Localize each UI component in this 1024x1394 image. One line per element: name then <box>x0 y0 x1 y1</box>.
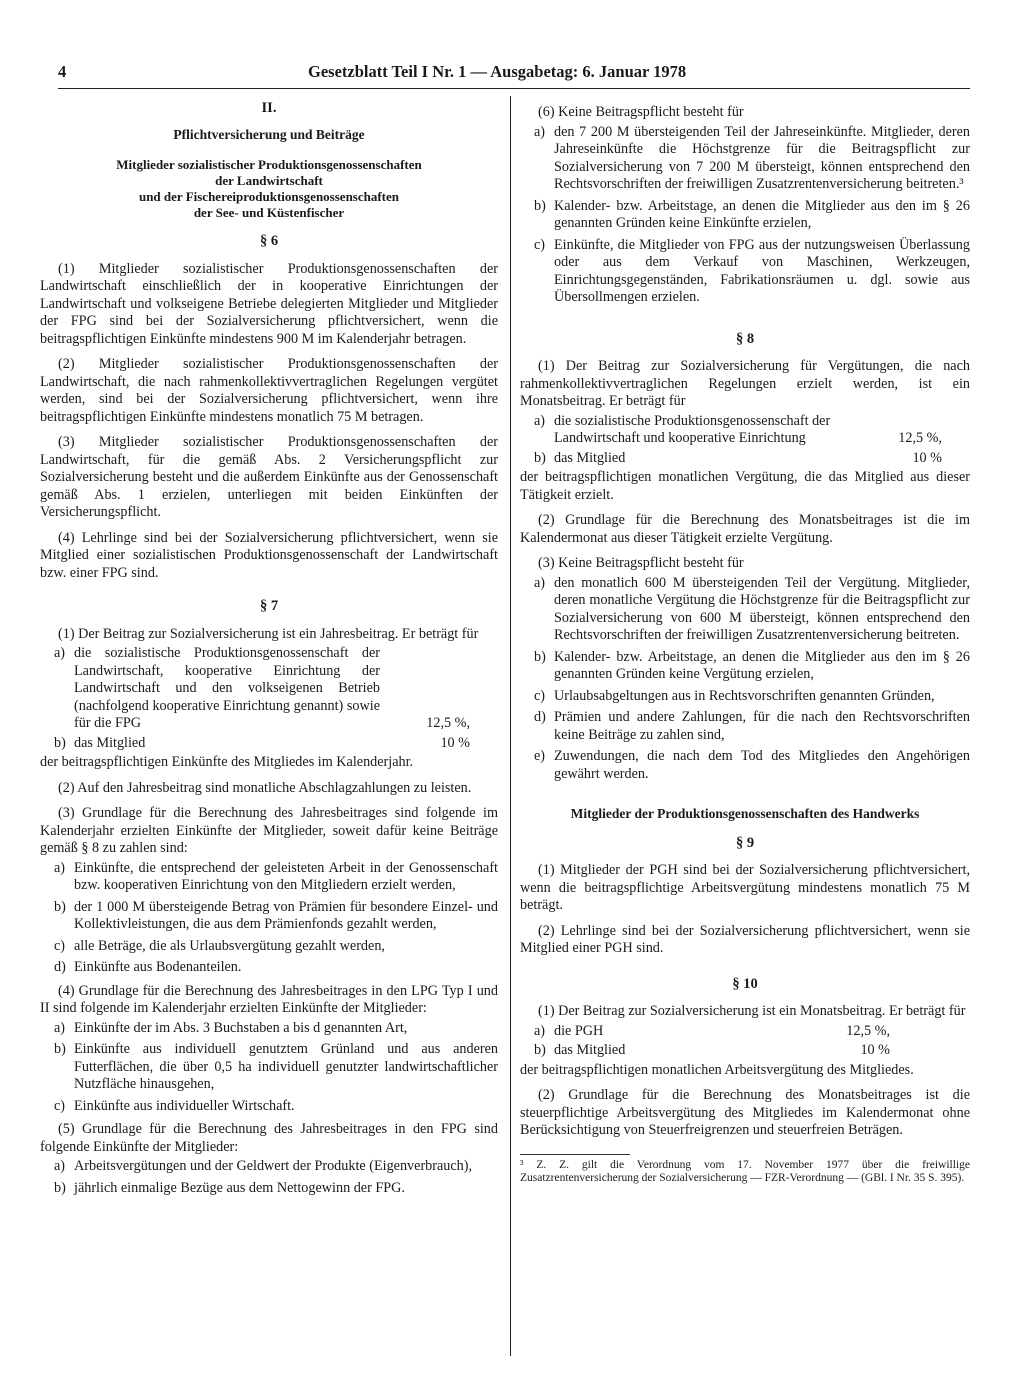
item-label: b) <box>534 449 546 466</box>
rate-value: 12,5 %, <box>426 715 470 731</box>
item-label: c) <box>534 236 546 253</box>
header-rule <box>58 88 970 89</box>
item-label: a) <box>54 859 66 876</box>
list-item <box>40 1158 498 1176</box>
list-item <box>40 899 498 934</box>
paragraph: (2) Grundlage für die Berechnung des Monatsbeitrages ist die steuerpflichtige Arbeitsvergütung des Mitgliedes im Kalendermonat ohne Berücksichtigung von Steuerfreigrenzen und steuerfreien Beträgen. <box>520 1087 970 1138</box>
item-text: Einkünfte, die entsprechend der geleisteten Arbeit in der Genossenschaft bzw. kooperativen Einrichtung von den Mitgliedern erzielt werden, <box>74 859 498 893</box>
item-text: den 7 200 M übersteigenden Teil der Jahreseinkünfte. Mitglieder, deren Jahreseinkünfte die Höchstgrenze für die Beitragspflicht zur Sozialversicherung von 7 200 M übersteigt, können entsprechend den Rechtsvorschriften der freiwilligen Zusatzrentenversicherung beitreten.³ <box>554 123 970 192</box>
paragraph: (1) Der Beitrag zur Sozialversicherung für Vergütungen, die nach rahmenkollektivvertraglichen Regelungen erzielt werden, ist ein Monatsbeitrag. Er beträgt für <box>520 358 970 409</box>
list-item <box>40 1180 498 1198</box>
list-item <box>520 688 970 706</box>
list-item <box>520 124 970 194</box>
rate-row <box>40 735 498 753</box>
item-text: Zuwendungen, die nach dem Tod des Mitgliedes den Angehörigen gewährt werden. <box>554 748 970 782</box>
item-text: Einkünfte aus individuell genutztem Grünland und aus anderen Futterflächen, die über 0,5 ha individuell genutzter landwirtschaftlicher Nutzfläche hinausgehen, <box>74 1041 498 1092</box>
rate-value: 10 % <box>860 1042 890 1058</box>
rate-value: 12,5 %, <box>846 1022 890 1039</box>
paragraph: (4) Grundlage für die Berechnung des Jahresbeitrages in den LPG Typ I und II sind folgende im Kalenderjahr erzielten Einkünfte der Mitglieder: <box>40 982 498 1016</box>
list-item <box>520 748 970 783</box>
item-label: a) <box>534 412 546 429</box>
list <box>40 860 498 977</box>
column-separator <box>510 96 511 1356</box>
paragraph: (5) Grundlage für die Berechnung des Jahresbeitrages in den FPG sind folgende Einkünfte der Mitglieder: <box>40 1121 498 1155</box>
rate-value: 10 % <box>912 449 942 466</box>
item-text: jährlich einmalige Bezüge aus dem Nettogewinn der FPG. <box>74 1179 405 1196</box>
footnote-rule <box>520 1154 630 1155</box>
list <box>520 124 970 307</box>
section-8-title: § 8 <box>735 330 755 347</box>
paragraph: (2) Lehrlinge sind bei der Sozialversicherung pflichtversichert, wenn sie Mitglied einer PGH sind. <box>520 922 970 956</box>
section-9-title: § 9 <box>735 834 755 851</box>
item-label: a) <box>54 1019 66 1036</box>
item-text: der 1 000 M übersteigende Betrag von Prämien für besondere Einzel- und Kollektivleistungen, die aus dem Prämienfonds gezahlt werden, <box>74 898 498 932</box>
paragraph: (2) Mitglieder sozialistischer Produktionsgenossenschaften der Landwirtschaft, die nach rahmenkollektivvertraglichen Regelungen vergütet werden, sind bei der Sozialversicherung pflichtversichert, wenn ihre beitragspflichtigen Einkünfte mindestens monatlich 75 M betragen. <box>40 356 498 425</box>
rate-row <box>40 645 498 733</box>
rate-row <box>520 413 970 448</box>
item-text: die PGH <box>554 1022 604 1039</box>
list-item <box>520 649 970 684</box>
item-label: a) <box>54 1158 66 1174</box>
rate-row <box>520 450 970 468</box>
list-item <box>40 938 498 956</box>
item-label: d) <box>54 959 66 975</box>
section-7-title: § 7 <box>259 598 279 614</box>
list <box>520 575 970 784</box>
paragraph: (2) Grundlage für die Berechnung des Monatsbeitrages ist die im Kalendermonat aus dieser Tätigkeit erzielte Vergütung. <box>520 512 970 546</box>
group-title <box>40 157 498 221</box>
part-title: Pflichtversicherung und Beiträge <box>173 126 365 142</box>
item-label: c) <box>534 687 546 704</box>
group-title-line: der See- und Küstenfischer <box>193 205 345 220</box>
item-text: das Mitglied <box>554 1042 626 1058</box>
header-title: Gesetzblatt Teil I Nr. 1 — Ausgabetag: 6. Januar 1978 <box>308 62 687 81</box>
rate-value: 10 % <box>440 734 470 751</box>
item-label: d) <box>534 709 546 725</box>
group-title-line: der Landwirtschaft <box>215 173 323 188</box>
list-item <box>40 1020 498 1038</box>
paragraph: (4) Lehrlinge sind bei der Sozialversicherung pflichtversichert, wenn sie Mitglied einer sozialistischen Produktionsgenossenschaft der Landwirtschaft bzw. einer FPG sind. <box>40 529 498 581</box>
item-text: Urlaubsabgeltungen aus in Rechtsvorschriften genannten Gründen, <box>554 687 935 704</box>
left-column <box>40 98 498 1201</box>
item-label: c) <box>54 937 66 954</box>
list <box>40 1158 498 1197</box>
part-number: II. <box>261 100 277 116</box>
item-label: b) <box>534 197 546 214</box>
item-text: Einkünfte aus individueller Wirtschaft. <box>74 1097 295 1114</box>
item-text: Einkünfte aus Bodenanteilen. <box>74 959 242 975</box>
list-item <box>520 575 970 645</box>
page-header <box>58 62 970 86</box>
footnote: ³ Z. Z. gilt die Verordnung vom 17. November 1977 über die freiwillige Zusatzrentenversicherung der Sozialversicherung — FZR-Verordnung — (GBl. I Nr. 35 S. 395). <box>520 1158 970 1184</box>
list-item <box>40 860 498 895</box>
list-item <box>520 709 970 744</box>
section-10-title: § 10 <box>732 975 758 992</box>
list-item <box>520 237 970 307</box>
paragraph: (1) Der Beitrag zur Sozialversicherung ist ein Jahresbeitrag. Er beträgt für <box>58 625 479 642</box>
item-label: a) <box>534 123 546 140</box>
rate-row <box>520 1023 970 1041</box>
item-text: die sozialistische Produktionsgenossenschaft der Landwirtschaft, kooperative Einrichtung der Landwirtschaft und den volkseigenen Betrieb (nachfolgend kooperative Einrichtung genannt) sowie für die FPG <box>74 645 380 731</box>
item-text: Arbeitsvergütungen und der Geldwert der Produkte (Eigenverbrauch), <box>74 1158 473 1174</box>
item-text: die sozialistische Produktionsgenossenschaft der Landwirtschaft und kooperative Einrichtung <box>554 412 831 446</box>
item-label: b) <box>534 1042 546 1058</box>
list <box>40 1020 498 1116</box>
paragraph: (1) Mitglieder der PGH sind bei der Sozialversicherung pflichtversichert, wenn die beitragspflichtige Arbeitsvergütung mindestens monatlich 75 M beträgt. <box>520 862 970 913</box>
section-6-title: § 6 <box>259 233 279 249</box>
paragraph: der beitragspflichtigen monatlichen Arbeitsvergütung des Mitgliedes. <box>520 1061 914 1078</box>
item-text: das Mitglied <box>74 734 146 751</box>
paragraph: (1) Der Beitrag zur Sozialversicherung ist ein Monatsbeitrag. Er beträgt für <box>538 1003 966 1019</box>
list-item <box>40 1098 498 1116</box>
group-title-line: Mitglieder sozialistischer Produktionsgenossenschaften <box>116 157 422 172</box>
rate-value: 12,5 %, <box>898 430 942 446</box>
item-label: e) <box>534 748 546 764</box>
list-item <box>520 198 970 233</box>
item-text: Kalender- bzw. Arbeitstage, an denen die Mitglieder aus den im § 26 genannten Gründen keine Einkünfte erzielen, <box>554 197 970 231</box>
item-label: b) <box>54 734 66 751</box>
list-item <box>40 1041 498 1094</box>
group-title-line: und der Fischereiproduktionsgenossenschaften <box>138 189 400 204</box>
item-label: a) <box>534 574 546 591</box>
list-item <box>40 959 498 977</box>
item-label: a) <box>534 1022 546 1039</box>
handwerk-title: Mitglieder der Produktionsgenossenschaften des Handwerks <box>570 806 920 821</box>
item-label: b) <box>54 1179 66 1196</box>
right-column <box>520 104 970 1185</box>
item-text: Prämien und andere Zahlungen, für die nach den Rechtsvorschriften keine Beiträge zu zahlen sind, <box>554 709 970 743</box>
paragraph: (1) Mitglieder sozialistischer Produktionsgenossenschaften der Landwirtschaft einschließlich der in kooperative Einrichtungen der Landwirtschaft und volkseigene Betriebe delegierten Mitglieder und Mitglieder der FPG sind bei der Sozialversicherung pflichtversichert, wenn die beitragspflichtigen Einkünfte mindestens 900 M im Kalenderjahr betragen. <box>40 260 498 347</box>
item-text: Einkünfte, die Mitglieder von FPG aus der nutzungsweisen Überlassung oder aus dem Verkauf von Maschinen, Werkzeugen, Einrichtungsgegenständen, Fabrikationsräumen u. dgl. sowie aus Übersollmengen erzielen. <box>554 236 970 305</box>
item-text: das Mitglied <box>554 449 626 466</box>
item-label: a) <box>54 645 66 661</box>
item-label: b) <box>54 1041 66 1057</box>
paragraph: (3) Keine Beitragspflicht besteht für <box>538 555 744 571</box>
item-label: c) <box>54 1097 66 1114</box>
item-text: den monatlich 600 M übersteigenden Teil der Vergütung. Mitglieder, deren monatliche Vergütung die Höchstgrenze für die Beitragspflicht zur Sozialversicherung von 600 M übersteigt, können entsprechend den Rechtsvorschriften der freiwilligen Zusatzrentenversicherung beitreten. <box>554 574 970 643</box>
item-text: alle Beträge, die als Urlaubsvergütung gezahlt werden, <box>74 937 385 954</box>
paragraph: (3) Grundlage für die Berechnung des Jahresbeitrages sind folgende im Kalenderjahr erzielten Einkünfte der Mitglieder, soweit dafür keine Beiträge gemäß § 8 zu zahlen sind: <box>40 805 498 856</box>
page-number: 4 <box>58 62 67 81</box>
item-label: b) <box>54 898 66 915</box>
rate-row <box>520 1042 970 1060</box>
paragraph: (2) Auf den Jahresbeitrag sind monatliche Abschlagzahlungen zu leisten. <box>58 779 472 796</box>
item-label: b) <box>534 648 546 665</box>
paragraph: der beitragspflichtigen monatlichen Vergütung, die das Mitglied aus dieser Tätigkeit erzielt. <box>520 469 970 503</box>
paragraph: der beitragspflichtigen Einkünfte des Mitgliedes im Kalenderjahr. <box>40 754 414 770</box>
paragraph: (6) Keine Beitragspflicht besteht für <box>538 104 744 120</box>
paragraph: (3) Mitglieder sozialistischer Produktionsgenossenschaften der Landwirtschaft, für die gemäß Abs. 2 Versicherungspflicht zur Sozialversicherung besteht und die außerdem Einkünfte aus der Genossenschaft gemäß Abs. 1 erzielen, unterliegen mit beiden Einkünften der Versicherungspflicht. <box>40 434 498 520</box>
item-text: Einkünfte der im Abs. 3 Buchstaben a bis d genannten Art, <box>74 1019 408 1036</box>
item-text: Kalender- bzw. Arbeitstage, an denen die Mitglieder aus den im § 26 genannten Gründen keine Vergütung erzielen, <box>554 648 970 682</box>
